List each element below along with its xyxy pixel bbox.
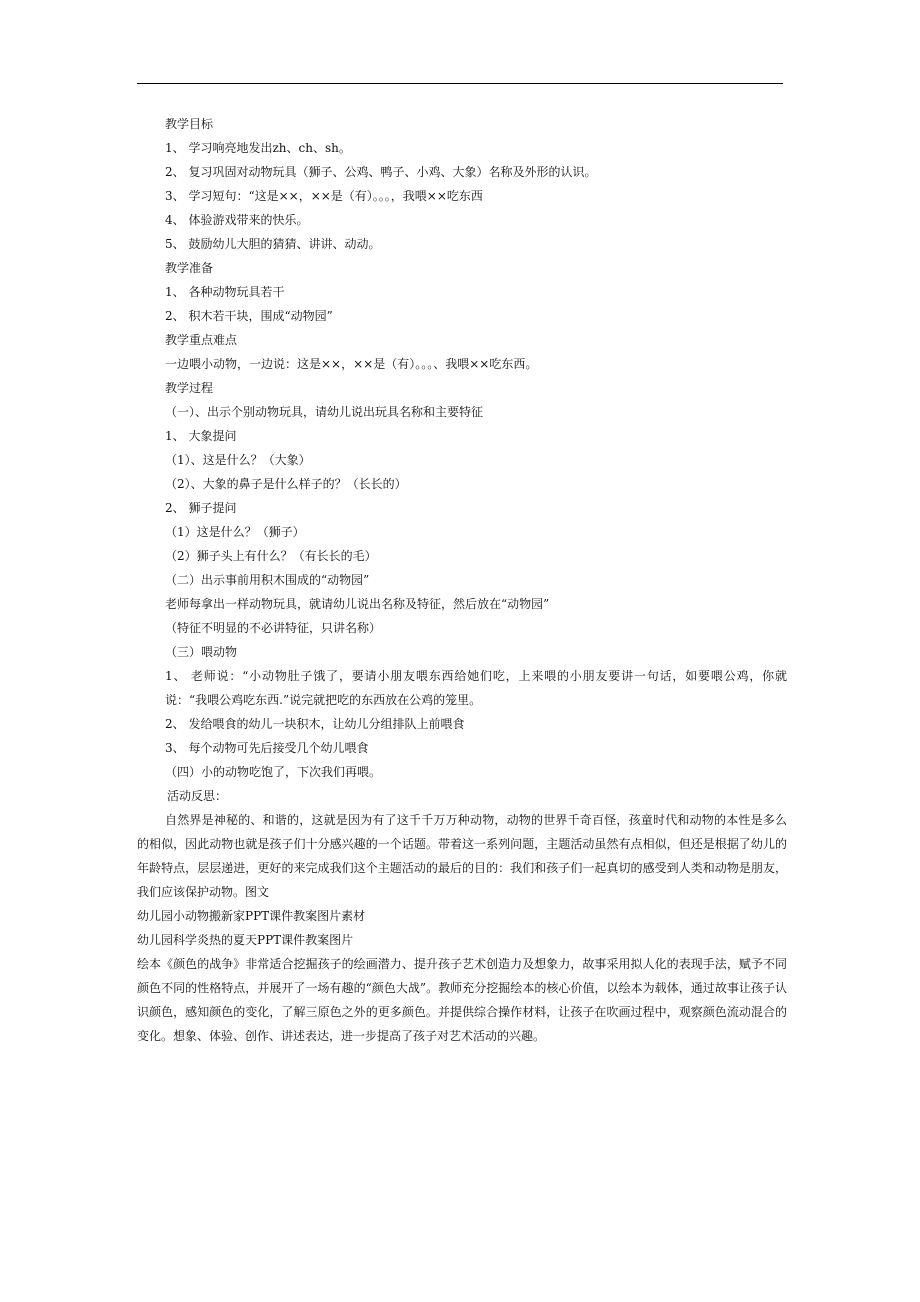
lesson-steps-section — [137, 712, 787, 808]
body-line: （三）喂动物 — [165, 645, 238, 659]
feeding-instruction — [137, 664, 787, 712]
list-item: （1）、这是什么？（大象） — [165, 453, 311, 467]
list-item: 2、 复习巩固对动物玩具（狮子、公鸡、鸭子、小鸡、大象）名称及外形的认识。 — [165, 165, 597, 179]
list-item: 1、 学习响亮地发出zh、ch、sh。 — [165, 141, 351, 155]
list-item: （2）、大象的鼻子是什么样子的？（长长的） — [165, 477, 407, 491]
list-item: 2、 狮子提问 — [165, 501, 237, 515]
list-item: 1、 各种动物玩具若干 — [165, 285, 285, 299]
lesson-plan-section — [137, 112, 787, 664]
related-link[interactable]: 幼儿园科学炎热的夏天PPT课件教案图片 — [137, 933, 354, 947]
reflection-paragraph: 自然界是神秘的、和谐的，这就是因为有了这千千万万种动物，动物的世界千奇百怪，孩童时代和动物的本性是多么的相似，因此动物也就是孩子们十分感兴趣的一个话题。带着这一系列问题，主题活动虽然有点相似，但还是根据了幼儿的年龄特点，层层递进，更好的来完成我们这个主题活动的最后的目的：我们和孩子们一起真切的感受到人类和动物是朋友，我们应该保护动物。图文 — [137, 813, 787, 899]
heading-process: 教学过程 — [165, 381, 214, 395]
body-line: 一边喂小动物，一边说：这是××，××是（有）。。。、我喂××吃东西。 — [165, 357, 538, 371]
heading-key-points: 教学重点难点 — [165, 333, 238, 347]
picture-book-paragraph: 绘本《颜色的战争》非常适合挖掘孩子的绘画潜力、提升孩子艺术创造力及想象力，故事采用拟人化的表现手法，赋予不同颜色不同的性格特点，并展开了一场有趣的“颜色大战”。教师充分挖掘绘本的核心价值，以绘本为载体，通过故事让孩子认识颜色，感知颜色的变化，了解三原色之外的更多颜色。并提供综合操作材料，让孩子在吹画过程中，观察颜色流动混合的变化。想象、体验、创作、讲述表达，进一步提高了孩子对艺术活动的兴趣。 — [137, 957, 787, 1043]
document-body — [137, 112, 787, 1048]
related-link[interactable]: 幼儿园小动物搬新家PPT课件教案图片素材 — [137, 909, 366, 923]
header-rule — [137, 83, 783, 84]
list-item: 5、 鼓励幼儿大胆的猜猜、讲讲、动动。 — [165, 237, 381, 251]
heading-goals: 教学目标 — [165, 117, 214, 131]
body-line: （特征不明显的不必讲特征，只讲名称） — [165, 621, 382, 635]
body-line: （四）小的动物吃饱了，下次我们再喂。 — [165, 765, 382, 779]
list-item: 3、 学习短句：“这是××，××是（有）。。。，我喂××吃东西 — [165, 189, 483, 203]
list-item: 2、 积木若干块，围成“动物园” — [165, 309, 333, 323]
list-item: 1、 大象提问 — [165, 429, 237, 443]
feeding-instruction-text: 1、 老师说：“小动物肚子饿了，要请小朋友喂东西给她们吃，上来喂的小朋友要讲一句话，如要喂公鸡，你就说：“我喂公鸡吃东西.”说完就把吃的东西放在公鸡的笼里。 — [165, 669, 787, 707]
list-item: （1）这是什么？（狮子） — [165, 525, 305, 539]
heading-prep: 教学准备 — [165, 261, 214, 275]
body-line: （一）、出示个别动物玩具，请幼儿说出玩具名称和主要特征 — [165, 405, 484, 419]
related-links — [137, 904, 787, 952]
list-item: 4、 体验游戏带来的快乐。 — [165, 213, 309, 227]
list-item: 2、 发给喂食的幼儿一块积木，让幼儿分组排队上前喂食 — [165, 717, 465, 731]
heading-reflection: 活动反思： — [167, 789, 228, 803]
list-item: （2）狮子头上有什么？（有长长的毛） — [165, 549, 377, 563]
body-line: （二）出示事前用积木围成的“动物园” — [165, 573, 370, 587]
body-line: 老师每拿出一样动物玩具，就请幼儿说出名称及特征，然后放在“动物园” — [165, 597, 550, 611]
list-item: 3、 每个动物可先后接受几个幼儿喂食 — [165, 741, 369, 755]
